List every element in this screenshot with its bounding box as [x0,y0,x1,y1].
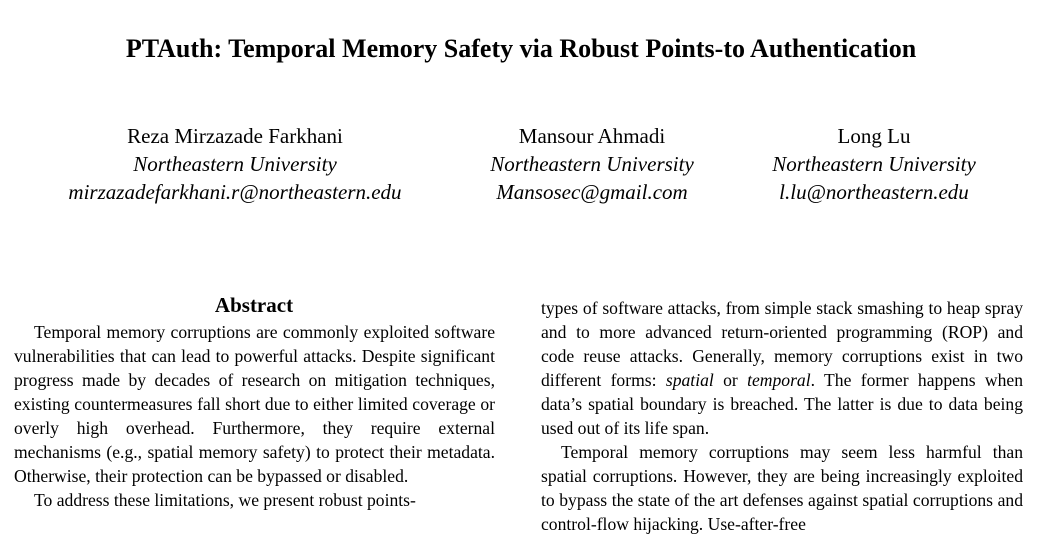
author-name: Reza Mirzazade Farkhani [127,124,343,148]
author-email: mirzazadefarkhani.r@northeastern.edu [68,180,402,204]
author-email: l.lu@northeastern.edu [779,180,969,204]
abstract-paragraph: Temporal memory corruptions are commonly exploited software vulnerabilities that can lead to powerful attacks. Despite significant progress made by decades of research on mitigation techniques, existing countermeasures fall short due to either limited coverage or overly high overhead. Furthermore, they require external mechanisms (e.g., spatial memory safety) to protect their metadata. Otherwise, their protection can be bypassed or disabled. [14,322,495,486]
author-email: Mansosec@gmail.com [496,180,688,204]
right-column [541,296,1023,536]
author-affiliation: Northeastern University [490,152,694,176]
author-block-3 [744,122,1004,206]
intro-paragraph: types of software attacks, from simple stack smashing to heap spray and to more advanced return-oriented programming (ROP) and code reuse attacks. Generally, memory corruptions exist in two different forms: spatial or temporal. The former happens when data’s spatial boundary is breached. The latter is due to data being used out of its life span. [541,298,1024,438]
abstract-heading: Abstract [214,293,294,317]
author-block-1 [30,122,440,206]
intro-paragraph: Temporal memory corruptions may seem less harmful than spatial corruptions. However, they are being increasingly exploited to bypass the state of the art defenses against spatial corruptions and control-flow hijacking. Use-after-free [541,442,1023,534]
spatial-term: spatial [665,370,714,390]
temporal-term: temporal [747,370,811,390]
paper-title: PTAuth: Temporal Memory Safety via Robust Points-to Authentication [125,34,917,63]
author-name: Mansour Ahmadi [518,124,666,148]
author-affiliation: Northeastern University [133,152,337,176]
author-block-2 [462,122,722,206]
left-column [14,320,495,512]
author-affiliation: Northeastern University [772,152,976,176]
author-name: Long Lu [837,124,911,148]
abstract-paragraph: To address these limitations, we present robust points- [34,490,416,510]
